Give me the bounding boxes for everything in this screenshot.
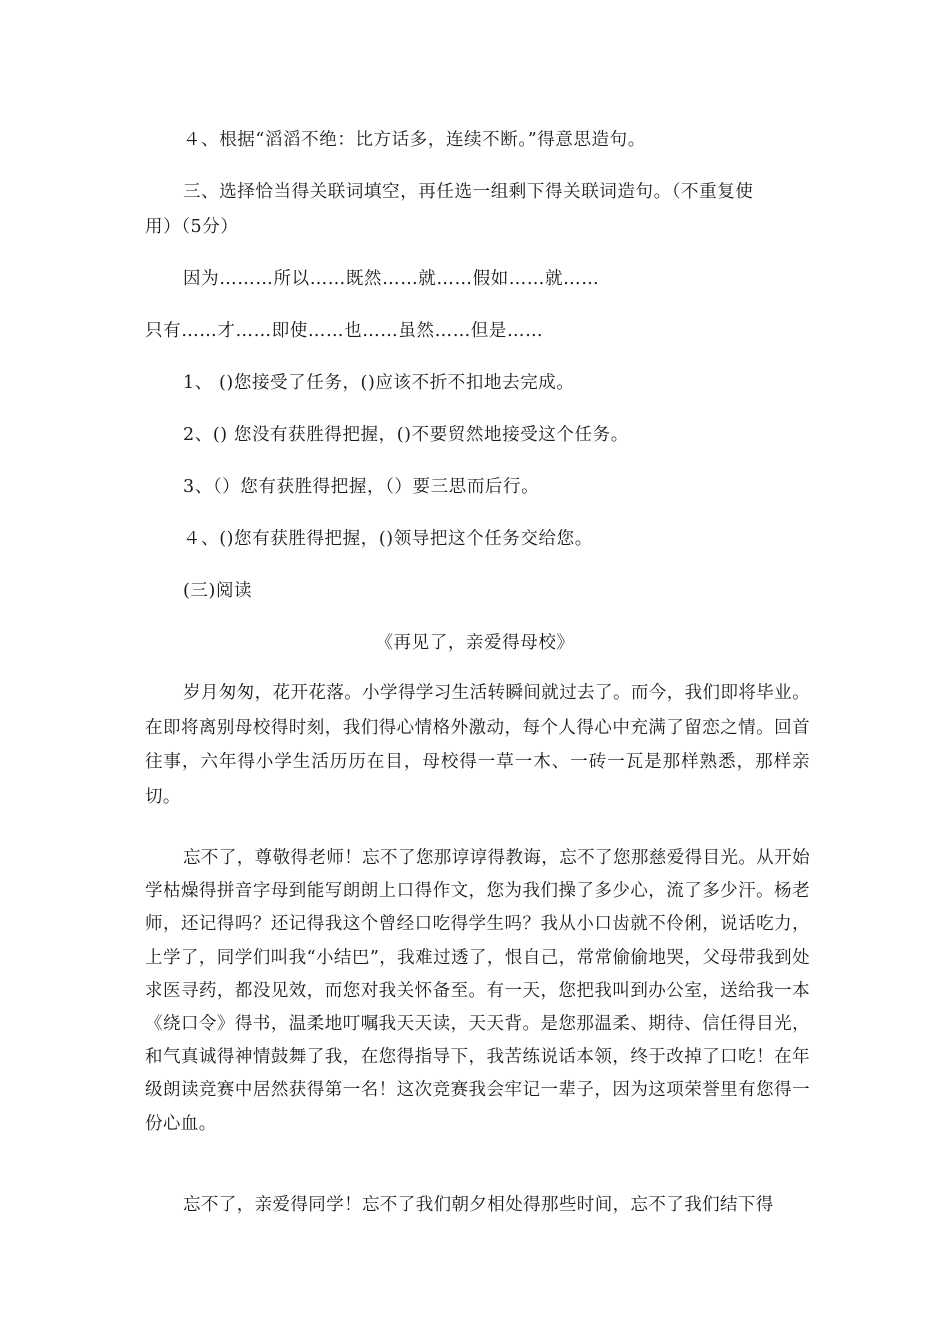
reading-heading: (三)阅读: [183, 581, 253, 601]
essay-paragraph-2: 忘不了，尊敬得老师！忘不了您那谆谆得教诲，忘不了您那慈爱得目光。从开始学枯燥得拼音字母到能写朗朗上口得作文，您为我们操了多少心，流了多少汗。杨老师，还记得吗？还记得我这个曾经口吃得学生吗？我从小口齿就不伶俐，说话吃力，上学了，同学们叫我“小结巴”，我难过透了，恨自己，常常偷偷地哭，父母带我到处求医寻药，都没见效，而您对我关怀备至。有一天，您把我叫到办公室，送给我一本《绕口令》得书，温柔地叮嘱我天天读，天天背。是您那温柔、期待、信任得目光，和气真诚得神情鼓舞了我，在您得指导下，我苦练说话本领，终于改掉了口吃！在年级朗读竞赛中居然获得第一名！这次竞赛我会牢记一辈子，因为这项荣誉里有您得一份心血。: [145, 848, 810, 1134]
connectives-list-2: 只有……才……即使……也……虽然……但是……: [145, 321, 544, 341]
fill-item-4: ４、()您有获胜得把握，()领导把这个任务交给您。: [183, 529, 593, 549]
fill-item-2: 2、() 您没有获胜得把握，()不要贸然地接受这个任务。: [183, 425, 629, 445]
fill-item-3: 3、（）您有获胜得把握，（）要三思而后行。: [183, 477, 540, 497]
essay-paragraph-1: 岁月匆匆，花开花落。小学得学习生活转瞬间就过去了。而今，我们即将毕业。在即将离别母校得时刻，我们得心情格外激动，每个人得心中充满了留恋之情。回首往事，六年得小学生活历历在目，母校得一草一木、一砖一瓦是那样熟悉，那样亲切。: [145, 683, 810, 807]
section-3-instruction-line-1: 三、选择恰当得关联词填空，再任选一组剩下得关联词造句。（不重复使: [183, 182, 754, 202]
fill-item-1: 1、 ()您接受了任务，()应该不折不扣地去完成。: [183, 373, 575, 393]
essay-paragraph-3: 忘不了，亲爱得同学！忘不了我们朝夕相处得那些时间，忘不了我们结下得: [183, 1195, 774, 1215]
connectives-list-1: 因为………所以……既然……就……假如……就……: [183, 269, 600, 289]
essay-title: 《再见了，亲爱得母校》: [375, 633, 575, 653]
section-3-instruction-line-2: 用）（5分）: [145, 217, 239, 237]
question-4-sentence: ４、根据“滔滔不绝：比方话多，连续不断。”得意思造句。: [183, 130, 646, 150]
